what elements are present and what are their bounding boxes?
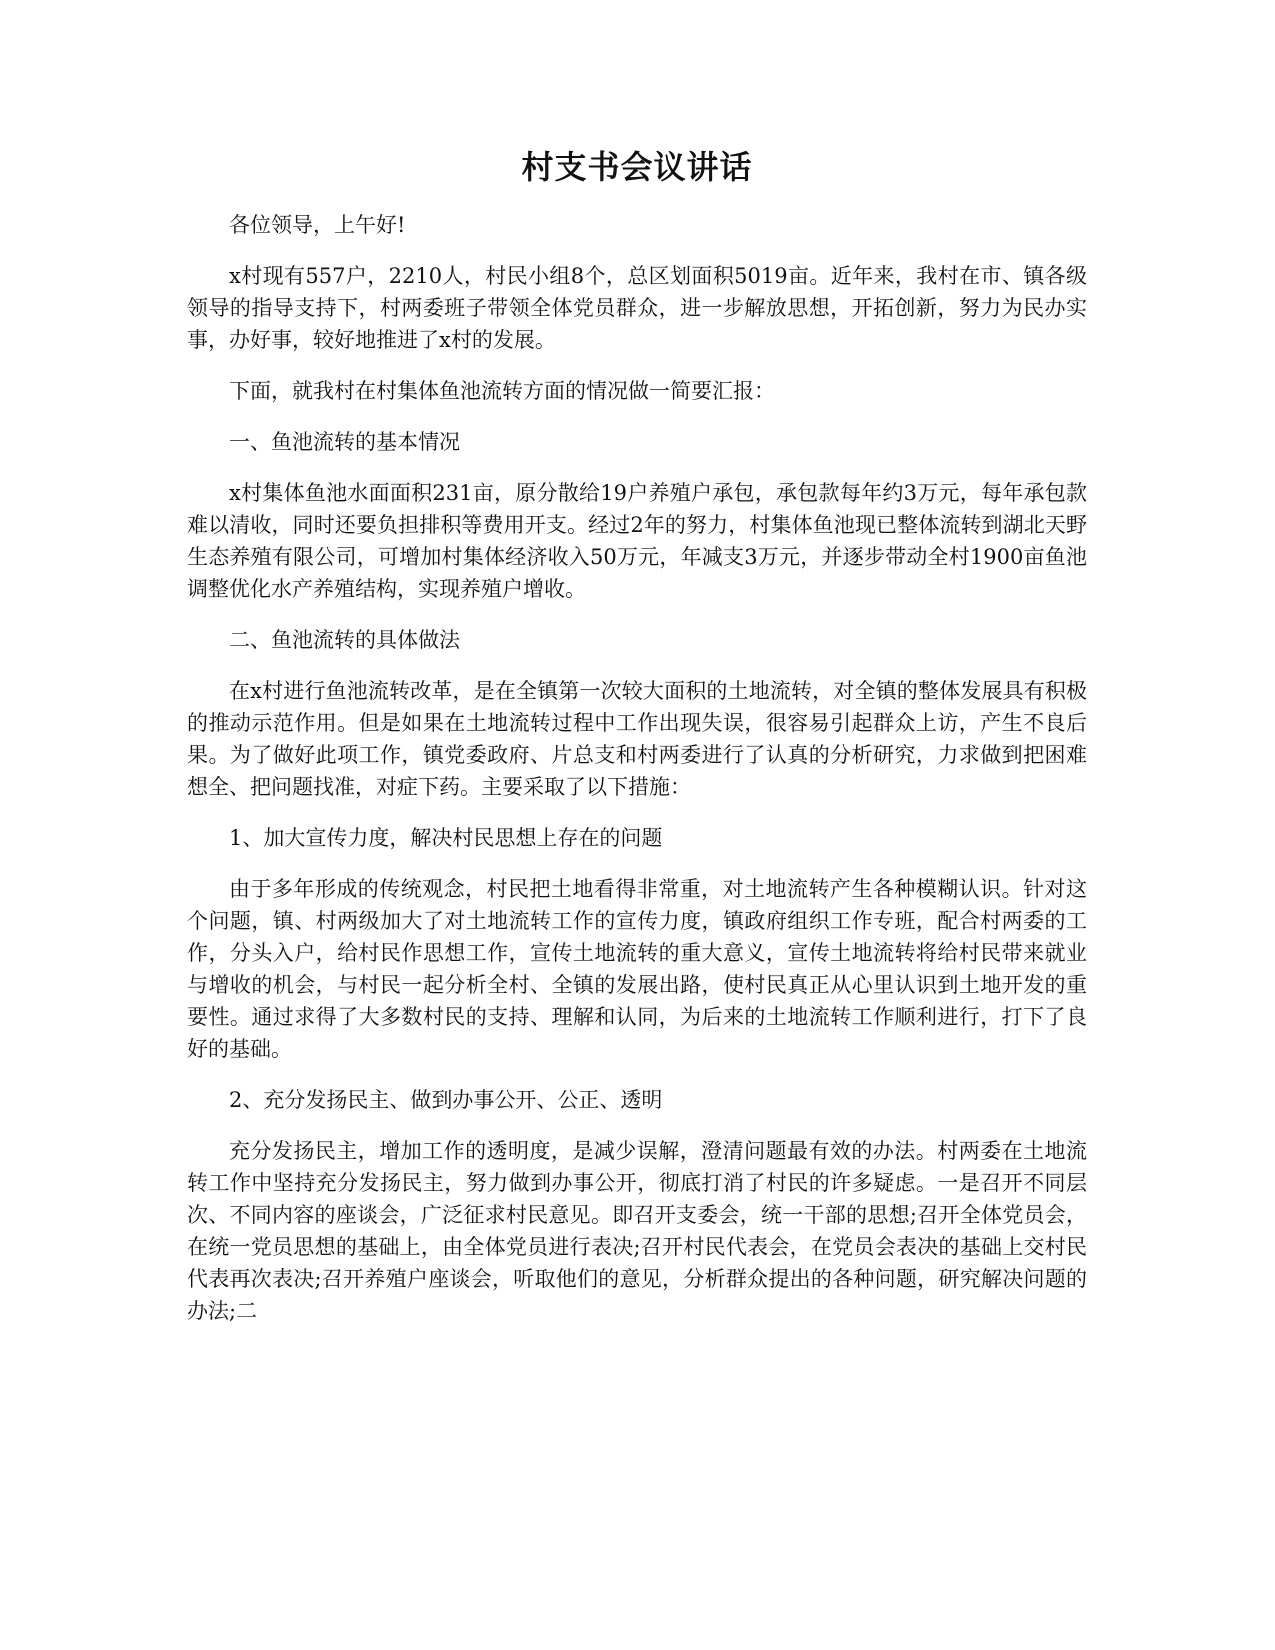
point-heading-publicity: 1、加大宣传力度，解决村民思想上存在的问题	[229, 826, 663, 850]
document-title: 村支书会议讲话	[521, 148, 753, 186]
point-body-democracy: 充分发扬民主，增加工作的透明度，是减少误解，澄清问题最有效的办法。村两委在土地流转工作中坚持充分发扬民主，努力做到办事公开，彻底打消了村民的许多疑虑。一是召开不同层次、不同内容的座谈会，广泛征求村民意见。即召开支委会，统一干部的思想;召开全体党员会，在统一党员思想的基础上，由全体党员进行表决;召开村民代表会，在党员会表决的基础上交村民代表再次表决;召开养殖户座谈会，听取他们的意见，分析群众提出的各种问题，研究解决问题的办法;二	[187, 1139, 1087, 1323]
greeting-paragraph: 各位领导，上午好!	[229, 213, 406, 237]
point-body-publicity: 由于多年形成的传统观念，村民把土地看得非常重，对土地流转产生各种模糊认识。针对这个问题，镇、村两级加大了对土地流转工作的宣传力度，镇政府组织工作专班，配合村两委的工作，分头入户，给村民作思想工作，宣传土地流转的重大意义，宣传土地流转将给村民带来就业与增收的机会，与村民一起分析全村、全镇的发展出路，使村民真正从心里认识到土地开发的重要性。通过求得了大多数村民的支持、理解和认同，为后来的土地流转工作顺利进行，打下了良好的基础。	[187, 877, 1087, 1061]
section-body-basic-situation: x村集体鱼池水面面积231亩，原分散给19户养殖户承包，承包款每年约3万元，每年承包款难以清收，同时还要负担排积等费用开支。经过2年的努力，村集体鱼池现已整体流转到湖北天野生态养殖有限公司，可增加村集体经济收入50万元，年减支3万元，并逐步带动全村1900亩鱼池调整优化水产养殖结构，实现养殖户增收。	[187, 481, 1087, 601]
document-body	[187, 143, 1087, 1346]
section-body-specific-methods: 在x村进行鱼池流转改革，是在全镇第一次较大面积的土地流转，对全镇的整体发展具有积极的推动示范作用。但是如果在土地流转过程中工作出现失误，很容易引起群众上访，产生不良后果。为了做好此项工作，镇党委政府、片总支和村两委进行了认真的分析研究，力求做到把困难想全、把问题找准，对症下药。主要采取了以下措施：	[187, 679, 1087, 799]
point-heading-democracy: 2、充分发扬民主、做到办事公开、公正、透明	[229, 1088, 663, 1112]
section-heading-basic-situation: 一、鱼池流转的基本情况	[229, 430, 460, 454]
section-heading-specific-methods: 二、鱼池流转的具体做法	[229, 628, 460, 652]
lead-paragraph: 下面，就我村在村集体鱼池流转方面的情况做一简要汇报：	[229, 379, 775, 403]
intro-paragraph: x村现有557户，2210人，村民小组8个，总区划面积5019亩。近年来，我村在市、镇各级领导的指导支持下，村两委班子带领全体党员群众，进一步解放思想，开拓创新，努力为民办实事，办好事，较好地推进了x村的发展。	[187, 264, 1087, 352]
